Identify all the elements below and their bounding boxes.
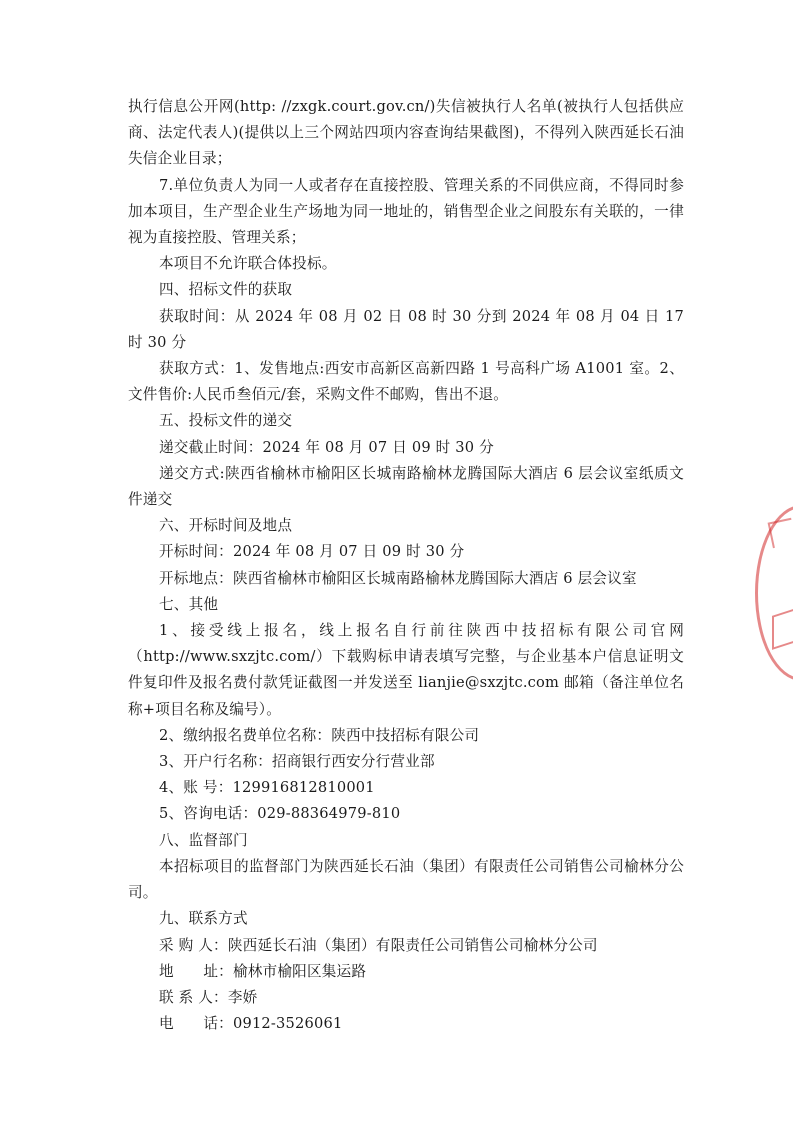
paragraph-inquiry-phone: 5、咨询电话：029-88364979-810: [159, 805, 401, 823]
contact-phone: 电 话：0912-3526061: [159, 1015, 343, 1033]
section-heading-6: 六、开标时间及地点: [159, 517, 293, 535]
contact-person: 联 系 人：李娇: [159, 988, 258, 1006]
document-body: [128, 94, 684, 1037]
section-heading-7: 七、其他: [159, 595, 219, 613]
paragraph-online-registration: 1、接受线上报名，线上报名自行前往陕西中技招标有限公司官网（http://www.sxzjtc.com/）下载购标申请表填写完整，与企业基本户信息证明文件复印件及报名费付款凭证截图一并发送至 lianjie@sxzjtc.com 邮箱（备注单位名称+项目名称及编号）。: [128, 622, 684, 718]
paragraph-opening-time: 开标时间：2024 年 08 月 07 日 09 时 30 分: [159, 543, 465, 561]
paragraph-obtain-method: 获取方式：1、发售地点:西安市高新区高新四路 1 号高科广场 A1001 室。2、文件售价:人民币叁佰元/套，采购文件不邮购，售出不退。: [128, 360, 684, 404]
contact-purchaser: 采 购 人：陕西延长石油（集团）有限责任公司销售公司榆林分公司: [159, 936, 598, 954]
paragraph-submit-deadline: 递交截止时间：2024 年 08 月 07 日 09 时 30 分: [159, 438, 494, 456]
paragraph-supervision: 本招标项目的监督部门为陕西延长石油（集团）有限责任公司销售公司榆林分公司。: [128, 857, 684, 902]
paragraph-no-consortium: 本项目不允许联合体投标。: [159, 255, 337, 273]
paragraph-opening-location: 开标地点：陕西省榆林市榆阳区长城南路榆林龙腾国际大酒店 6 层会议室: [159, 569, 637, 587]
paragraph-submit-method: 递交方式:陕西省榆林市榆阳区长城南路榆林龙腾国际大酒店 6 层会议室纸质文件递交: [128, 464, 684, 509]
section-heading-8: 八、监督部门: [159, 831, 248, 849]
seal-stroke: [768, 518, 793, 548]
paragraph-payee-name: 2、缴纳报名费单位名称：陕西中技招标有限公司: [159, 726, 480, 744]
seal-stroke: [772, 608, 793, 650]
section-heading-4: 四、招标文件的获取: [159, 281, 293, 299]
paragraph-obtain-time: 获取时间：从 2024 年 08 月 02 日 08 时 30 分到 2024 年 08 月 04 日 17 时 30 分: [128, 307, 684, 351]
paragraph-bank-name: 3、开户行名称：招商银行西安分行营业部: [159, 753, 435, 771]
section-heading-5: 五、投标文件的递交: [159, 412, 293, 430]
contact-address: 地 址：榆林市榆阳区集运路: [159, 962, 367, 980]
paragraph-blacklist-continuation: 执行信息公开网(http: //zxgk.court.gov.cn/)失信被执行人名单(被执行人包括供应商、法定代表人)(提供以上三个网站四项内容查询结果截图)，不得列入陕西延长石油失信企业目录；: [128, 98, 684, 168]
paragraph-item-7: 7.单位负责人为同一人或者存在直接控股、管理关系的不同供应商，不得同时参加本项目，生产型企业生产场地为同一地址的，销售型企业之间股东有关联的，一律视为直接控股、管理关系；: [128, 176, 684, 247]
paragraph-account-number: 4、账 号：129916812810001: [159, 779, 375, 797]
section-heading-9: 九、联系方式: [159, 910, 248, 928]
